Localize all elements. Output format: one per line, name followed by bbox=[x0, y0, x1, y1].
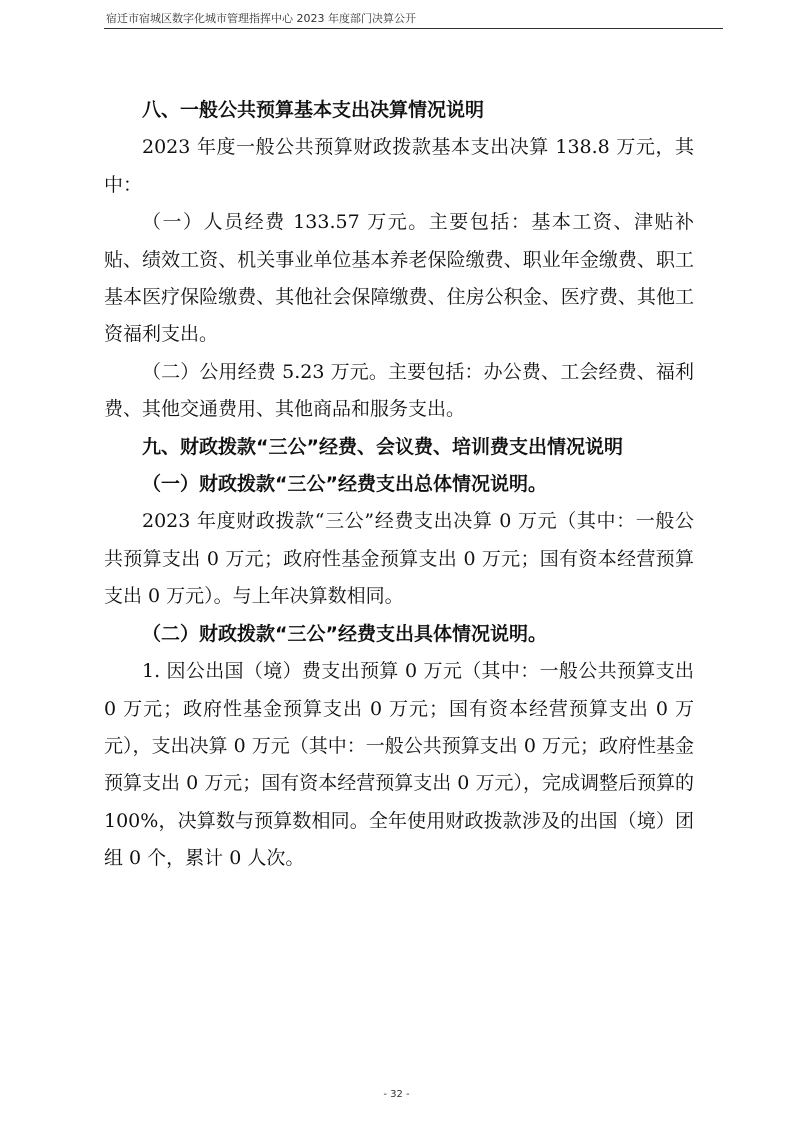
page-number: - 32 - bbox=[383, 1089, 410, 1100]
paragraph-three-public-overall: 2023 年度财政拨款“三公”经费支出决算 0 万元（其中：一般公共预算支出 0 万元；政府性基金预算支出 0 万元；国有资本经营预算支出 0 万元）。与上年决算数相同。 bbox=[104, 510, 694, 608]
header-divider bbox=[104, 28, 723, 29]
paragraph-basic-expenditure: 2023 年度一般公共预算财政拨款基本支出决算 138.8 万元，其中： bbox=[104, 136, 694, 196]
subsection-heading-detail: （二）财政拨款“三公”经费支出具体情况说明。 bbox=[142, 622, 547, 645]
subsection-heading-overall: （一）财政拨款“三公”经费支出总体情况说明。 bbox=[142, 473, 547, 496]
document-body bbox=[104, 92, 694, 878]
paragraph-overseas-travel: 1. 因公出国（境）费支出预算 0 万元（其中：一般公共预算支出 0 万元；政府性基金预算支出 0 万元；国有资本经营预算支出 0 万元），支出决算 0 万元（其中：一般公共预算支出 0 万元；政府性基金预算支出 0 万元；国有资本经营预算支出 0 万元），完成调整后预算的 100%，决算数与预算数相同。全年使用财政拨款涉及的出国（境）团组 0 个，累计 0 人次。 bbox=[104, 660, 694, 870]
page-header: 宿迁市宿城区数字化城市管理指挥中心 2023 年度部门决算公开 bbox=[106, 12, 416, 25]
paragraph-personnel-expenses: （一）人员经费 133.57 万元。主要包括：基本工资、津贴补贴、绩效工资、机关事业单位基本养老保险缴费、职业年金缴费、职工基本医疗保险缴费、其他社会保障缴费、住房公积金、医疗费、其他工资福利支出。 bbox=[104, 211, 694, 346]
section-heading-9: 九、财政拨款“三公”经费、会议费、培训费支出情况说明 bbox=[142, 435, 623, 458]
paragraph-public-expenses: （二）公用经费 5.23 万元。主要包括：办公费、工会经费、福利费、其他交通费用、其他商品和服务支出。 bbox=[104, 360, 694, 421]
section-heading-8: 八、一般公共预算基本支出决算情况说明 bbox=[142, 99, 485, 121]
